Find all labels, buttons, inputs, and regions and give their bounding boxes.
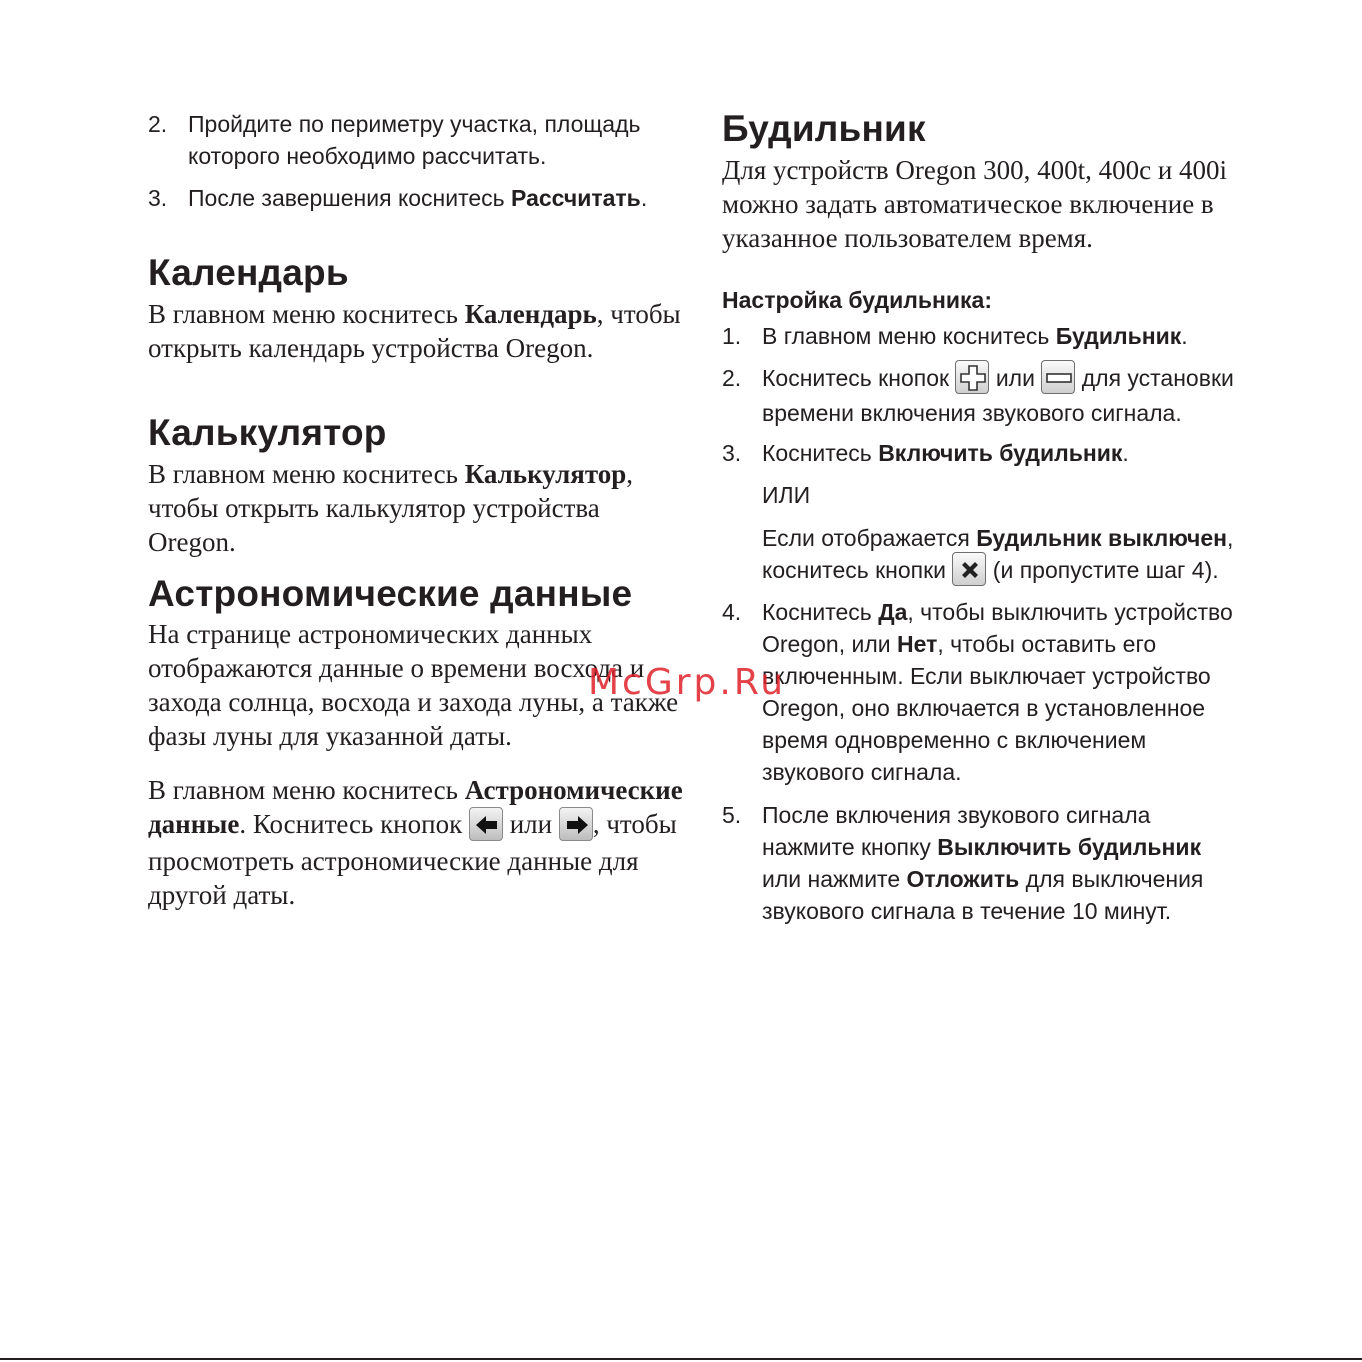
text-line <box>762 628 1322 660</box>
heading-calculator: Калькулятор <box>148 412 387 453</box>
step-number: 3. <box>148 185 168 211</box>
text: , чтобы оставить его <box>937 631 1157 657</box>
text: нажмите кнопку <box>762 834 938 860</box>
text: . Коснитесь кнопок <box>239 809 469 839</box>
text: , чтобы <box>592 809 677 839</box>
alarm-intro <box>722 153 1282 255</box>
command-calculator: Калькулятор <box>464 459 627 489</box>
text: можно задать автоматическое включение в <box>722 189 1214 219</box>
text: (и пропустите шаг 4). <box>986 557 1219 583</box>
step-number: 5. <box>722 802 742 828</box>
text: На странице астрономических данных <box>148 619 593 649</box>
text: , чтобы <box>596 299 681 329</box>
text: просмотреть астрономические данные для <box>148 845 639 876</box>
command-enable-alarm: Включить будильник <box>878 440 1123 466</box>
text: времени включения звукового сигнала. <box>762 399 1182 426</box>
plus-icon <box>955 360 989 394</box>
text-line <box>762 831 1322 863</box>
text: , <box>1227 525 1234 551</box>
punct: . <box>640 185 648 211</box>
text-line: время одновременно с включением <box>762 727 1147 753</box>
text: фазы луны для указанной даты. <box>148 721 512 751</box>
heading-calendar: Календарь <box>148 252 349 293</box>
text: указанное пользователем время. <box>722 223 1093 253</box>
alarm-step-2 <box>722 362 1322 429</box>
text-line: включенным. Если выключает устройство <box>762 663 1211 689</box>
alarm-step-4 <box>722 596 1322 788</box>
text: В главном меню коснитесь <box>148 775 465 805</box>
command-calculate: Рассчитать <box>511 185 641 211</box>
calculator-paragraph <box>148 457 688 559</box>
calendar-paragraph <box>148 297 688 365</box>
text: или <box>989 365 1042 391</box>
text: или <box>502 809 559 839</box>
command-astro: Астрономические <box>464 775 683 805</box>
text: Коснитесь <box>762 440 879 466</box>
step-3 <box>148 182 728 214</box>
text: чтобы открыть калькулятор устройства Oregon. <box>148 493 600 557</box>
text: , чтобы выключить устройство <box>907 599 1233 625</box>
step-number: 2. <box>722 365 742 391</box>
step-text-line: Пройдите по периметру участка, площадь <box>188 111 641 137</box>
astro-paragraph-2 <box>148 773 688 912</box>
text: В главном меню коснитесь <box>148 459 465 489</box>
text: коснитесь кнопки <box>762 557 953 583</box>
or-text: ИЛИ <box>762 482 811 508</box>
step-number: 1. <box>722 323 742 349</box>
text: другой даты. <box>148 879 296 910</box>
command-yes: Да <box>878 599 908 625</box>
heading-astro: Астрономические данные <box>148 573 633 614</box>
step-number: 3. <box>722 440 742 466</box>
alarm-step-5 <box>722 799 1322 927</box>
minus-icon <box>1041 360 1075 394</box>
command-calendar: Календарь <box>464 299 597 329</box>
text: . <box>1181 323 1188 349</box>
watermark: McGrp.Ru <box>588 662 787 703</box>
heading-alarm: Будильник <box>722 108 926 149</box>
text: В главном меню коснитесь <box>148 299 465 329</box>
text: захода солнца, восхода и захода луны, а также <box>148 687 679 717</box>
subheading-alarm-setup: Настройка будильника: <box>722 287 992 313</box>
text: для выключения <box>1019 866 1204 892</box>
text: . <box>1122 440 1129 466</box>
text: , <box>626 459 634 489</box>
text: для установки <box>1075 365 1234 391</box>
bottom-rule <box>0 1358 1362 1360</box>
alarm-step-3 <box>722 437 1322 589</box>
text: или нажмите <box>762 866 907 892</box>
text: В главном меню коснитесь <box>762 323 1056 349</box>
alt-line <box>762 554 1322 589</box>
command-astro: данные <box>148 809 240 839</box>
text-line <box>762 863 1322 895</box>
text: Для устройств Oregon 300, 400t, 400c и 400i <box>722 155 1228 185</box>
step-text: После завершения коснитесь <box>188 185 512 211</box>
text: Если отображается <box>762 525 977 551</box>
text-line: Oregon, оно включается в установленное <box>762 695 1206 721</box>
text: Коснитесь <box>762 599 879 625</box>
alt-line <box>762 522 1322 554</box>
alarm-step-1 <box>722 320 1322 352</box>
text-line <box>762 596 1322 628</box>
command-alarm: Будильник <box>1055 323 1182 349</box>
text-line: звукового сигнала. <box>762 759 962 785</box>
status-alarm-off: Будильник выключен <box>976 525 1228 551</box>
command-stop-alarm: Выключить будильник <box>937 834 1202 860</box>
step-text-line: которого необходимо рассчитать. <box>188 143 547 169</box>
close-x-icon <box>952 552 986 586</box>
step-2 <box>148 108 728 172</box>
arrow-right-icon <box>559 807 593 841</box>
text: Oregon, или <box>762 631 898 657</box>
step-number: 4. <box>722 599 742 625</box>
step-number: 2. <box>148 111 168 137</box>
text: отображаются данные о времени восхода и <box>148 653 645 683</box>
text-line: звукового сигнала в течение 10 минут. <box>762 898 1172 924</box>
text: Коснитесь кнопок <box>762 365 956 391</box>
command-snooze: Отложить <box>906 866 1020 892</box>
arrow-left-icon <box>469 807 503 841</box>
command-no: Нет <box>897 631 938 657</box>
text: открыть календарь устройства Oregon. <box>148 333 594 363</box>
text-line: После включения звукового сигнала <box>762 802 1151 828</box>
